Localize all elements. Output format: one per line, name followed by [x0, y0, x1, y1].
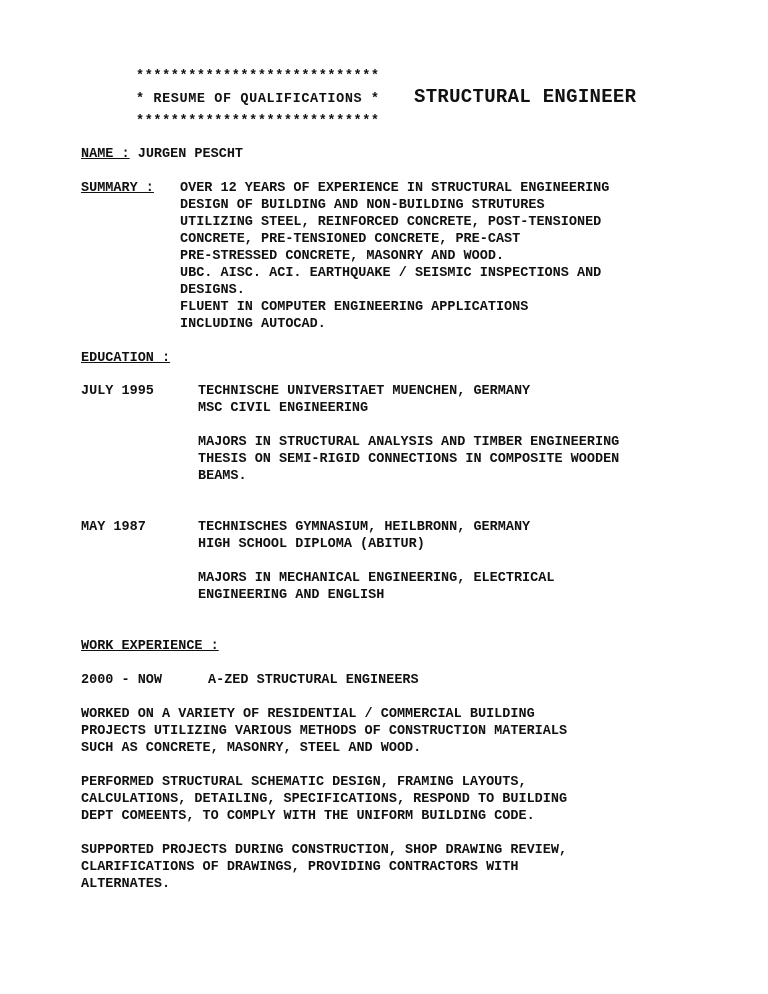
- summary-text: [180, 180, 609, 333]
- work-line: PROJECTS UTILIZING VARIOUS METHODS OF CONSTRUCTION MATERIALS: [81, 724, 568, 739]
- education-detail: [198, 434, 619, 485]
- summary-line: PRE-STRESSED CONCRETE, MASONRY AND WOOD.: [180, 249, 505, 264]
- summary-line: DESIGN OF BUILDING AND NON-BUILDING STRUTURES: [180, 198, 545, 213]
- degree-line: MSC CIVIL ENGINEERING: [198, 401, 369, 416]
- company-name: A-ZED STRUCTURAL ENGINEERS: [208, 673, 419, 688]
- institution-line: TECHNISCHE UNIVERSITAET MUENCHEN, GERMANY: [198, 384, 531, 399]
- summary-label: SUMMARY :: [81, 181, 154, 196]
- summary-line: UTILIZING STEEL, REINFORCED CONCRETE, POST-TENSIONED: [180, 215, 602, 230]
- degree-line: HIGH SCHOOL DIPLOMA (ABITUR): [198, 537, 425, 552]
- education-date: JULY 1995: [81, 384, 154, 399]
- stars-border-top: ****************************: [136, 69, 380, 84]
- detail-line: ENGINEERING AND ENGLISH: [198, 588, 385, 603]
- detail-line: BEAMS.: [198, 469, 247, 484]
- work-line: CLARIFICATIONS OF DRAWINGS, PROVIDING CONTRACTORS WITH: [81, 860, 519, 875]
- education-entry: [198, 519, 530, 553]
- summary-line: DESIGNS.: [180, 283, 245, 298]
- work-line: CALCULATIONS, DETAILING, SPECIFICATIONS, RESPOND TO BUILDING: [81, 792, 568, 807]
- work-line: PERFORMED STRUCTURAL SCHEMATIC DESIGN, FRAMING LAYOUTS,: [81, 775, 527, 790]
- summary-line: FLUENT IN COMPUTER ENGINEERING APPLICATIONS: [180, 300, 529, 315]
- stars-border-bottom: ****************************: [136, 114, 380, 129]
- work-line: WORKED ON A VARIETY OF RESIDENTIAL / COMMERCIAL BUILDING: [81, 707, 535, 722]
- resume-label: * RESUME OF QUALIFICATIONS *: [136, 92, 380, 107]
- summary-line: CONCRETE, PRE-TENSIONED CONCRETE, PRE-CAST: [180, 232, 521, 247]
- summary-line: UBC. AISC. ACI. EARTHQUAKE / SEISMIC INSPECTIONS AND: [180, 266, 602, 281]
- work-line: ALTERNATES.: [81, 877, 171, 892]
- name-value: JURGEN PESCHT: [137, 147, 244, 162]
- work-paragraph: [81, 706, 567, 757]
- education-detail: [198, 570, 554, 604]
- work-experience-label: WORK EXPERIENCE :: [81, 639, 219, 654]
- name-label: NAME :: [81, 147, 130, 162]
- work-line: SUCH AS CONCRETE, MASONRY, STEEL AND WOOD.: [81, 741, 422, 756]
- detail-line: MAJORS IN MECHANICAL ENGINEERING, ELECTRICAL: [198, 571, 555, 586]
- work-period: 2000 - NOW: [81, 673, 163, 688]
- work-line: DEPT COMEENTS, TO COMPLY WITH THE UNIFORM BUILDING CODE.: [81, 809, 535, 824]
- detail-line: MAJORS IN STRUCTURAL ANALYSIS AND TIMBER ENGINEERING: [198, 435, 620, 450]
- summary-line: OVER 12 YEARS OF EXPERIENCE IN STRUCTURAL ENGINEERING: [180, 181, 610, 196]
- job-title: STRUCTURAL ENGINEER: [414, 86, 637, 108]
- work-line: SUPPORTED PROJECTS DURING CONSTRUCTION, SHOP DRAWING REVIEW,: [81, 843, 568, 858]
- education-label: EDUCATION :: [81, 351, 171, 366]
- detail-line: THESIS ON SEMI-RIGID CONNECTIONS IN COMPOSITE WOODEN: [198, 452, 620, 467]
- work-paragraph: [81, 774, 567, 825]
- education-entry: [198, 383, 530, 417]
- education-date: MAY 1987: [81, 520, 146, 535]
- summary-line: INCLUDING AUTOCAD.: [180, 317, 326, 332]
- work-paragraph: [81, 842, 567, 893]
- institution-line: TECHNISCHES GYMNASIUM, HEILBRONN, GERMANY: [198, 520, 531, 535]
- name-row: [81, 146, 243, 163]
